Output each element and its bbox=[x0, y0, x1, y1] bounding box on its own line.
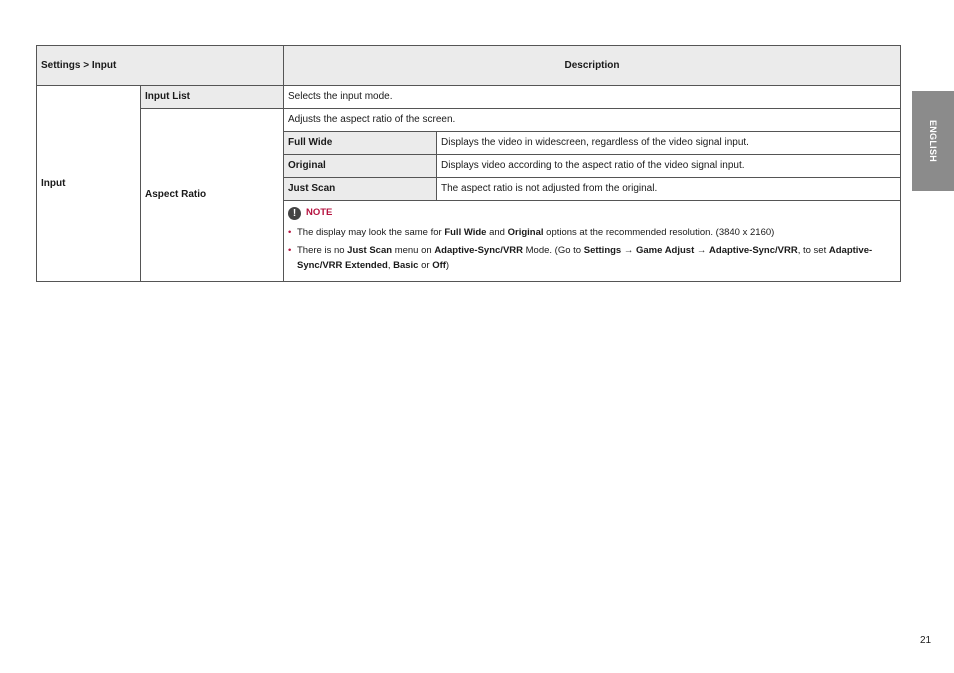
settings-input-table bbox=[36, 45, 901, 282]
header-settings-input: Settings > Input bbox=[37, 46, 284, 86]
aspect-ratio-label: Aspect Ratio bbox=[141, 109, 284, 282]
note-label: NOTE bbox=[306, 207, 333, 219]
group-label-input: Input bbox=[37, 86, 141, 282]
option-just-scan-description: The aspect ratio is not adjusted from the original. bbox=[437, 178, 901, 201]
exclamation-icon: ! bbox=[288, 207, 301, 220]
note-item-2: • There is no Just Scan menu on Adaptive-Sync/VRR Mode. (Go to Settings → Game Adjust → Adaptive-Sync/VRR, to set Adaptive-Sync/VRR Extended, Basic or Off) bbox=[288, 245, 873, 272]
aspect-ratio-description: Adjusts the aspect ratio of the screen. bbox=[284, 109, 901, 132]
option-original-description: Displays video according to the aspect ratio of the video signal input. bbox=[437, 155, 901, 178]
language-tab-label: ENGLISH bbox=[928, 119, 938, 163]
option-original: Original bbox=[284, 155, 437, 178]
page-number: 21 bbox=[920, 635, 932, 646]
note-item-1: • The display may look the same for Full Wide and Original options at the recommended resolution. (3840 x 2160) bbox=[288, 225, 896, 240]
note-list bbox=[288, 225, 896, 274]
bullet-icon: • bbox=[288, 245, 292, 257]
note-title bbox=[288, 207, 896, 220]
input-list-description: Selects the input mode. bbox=[284, 86, 901, 109]
note-cell bbox=[284, 201, 901, 282]
option-full-wide-description: Displays the video in widescreen, regardless of the video signal input. bbox=[437, 132, 901, 155]
language-side-tab[interactable] bbox=[912, 91, 954, 191]
input-list-label: Input List bbox=[141, 86, 284, 109]
header-description: Description bbox=[284, 46, 901, 86]
option-just-scan: Just Scan bbox=[284, 178, 437, 201]
option-full-wide: Full Wide bbox=[284, 132, 437, 155]
bullet-icon: • bbox=[288, 227, 292, 238]
